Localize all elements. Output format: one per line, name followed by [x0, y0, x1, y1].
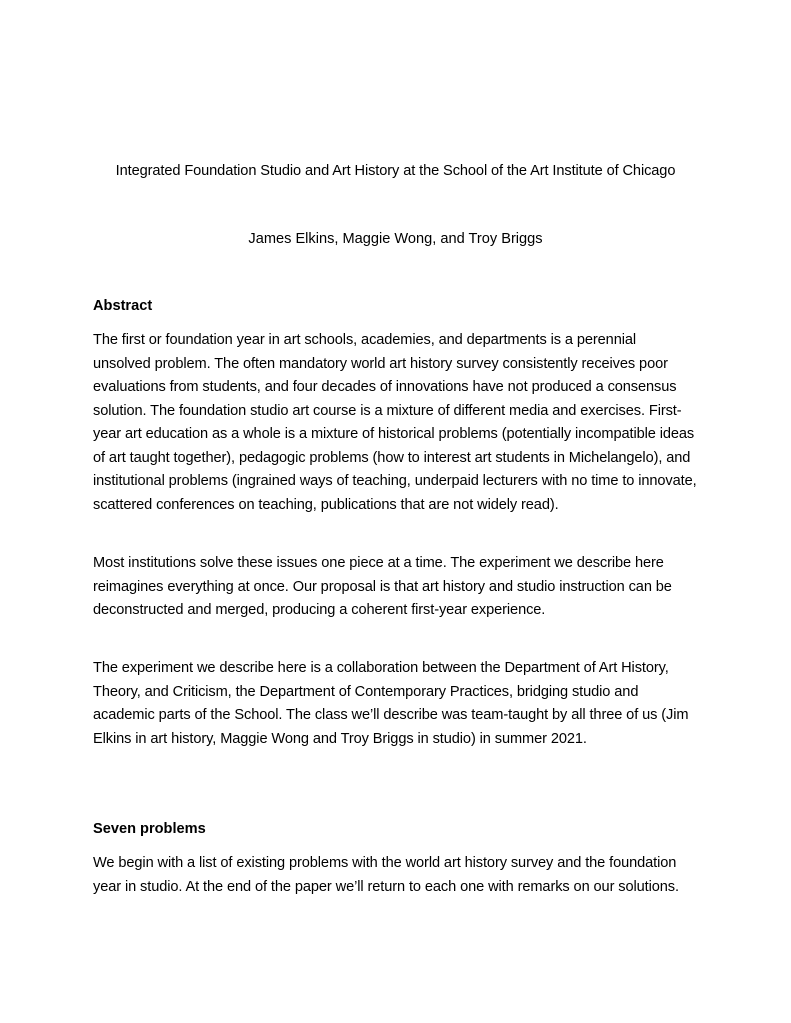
seven-problems-paragraph-1: We begin with a list of existing problems with the world art history survey and the foundation year in studio. At the end of the paper we’ll return to each one with remarks on our solutions. — [93, 855, 679, 895]
author-list: James Elkins, Maggie Wong, and Troy Briggs — [248, 231, 543, 247]
section-heading-seven-problems: Seven problems — [93, 821, 206, 837]
section-heading-abstract: Abstract — [93, 298, 153, 314]
paper-title: Integrated Foundation Studio and Art History at the School of the Art Institute of Chicago — [115, 163, 676, 179]
abstract-paragraph-2: Most institutions solve these issues one piece at a time. The experiment we describe here reimagines everything at once. Our proposal is that art history and studio instruction can be deconstructed and merged, producing a coherent first-year experience. — [93, 555, 672, 618]
abstract-paragraph-1: The first or foundation year in art schools, academies, and departments is a perennial unsolved problem. The often mandatory world art history survey consistently receives poor evaluations from students, and four decades of innovations have not produced a consensus solution. The foundation studio art course is a mixture of different media and exercises. First-year art education as a whole is a mixture of historical problems (potentially incompatible ideas of art taught together), pedagogic problems (how to interest art students in Michelangelo), and institutional problems (ingrained ways of teaching, underpaid lecturers with no time to innovate, scattered conferences on teaching, publications that are not widely read). — [93, 332, 697, 513]
abstract-paragraph-3: The experiment we describe here is a collaboration between the Department of Art History, Theory, and Criticism, the Department of Contemporary Practices, bridging studio and academic parts of the School. The class we’ll describe was team-taught by all three of us (Jim Elkins in art history, Maggie Wong and Troy Briggs in studio) in summer 2021. — [93, 660, 689, 747]
